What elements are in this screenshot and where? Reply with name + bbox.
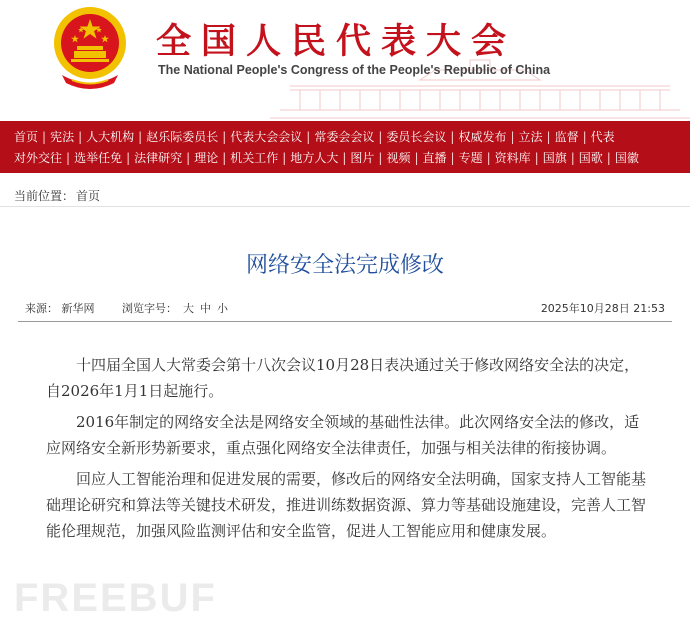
article-paragraph: 2016年制定的网络安全法是网络安全领域的基础性法律。此次网络安全法的修改，适应网络安全新形势新要求，重点强化网络安全法律责任，加强与相关法律的衔接协调。 bbox=[46, 413, 640, 457]
nav-item-local-npc[interactable]: 地方人大 bbox=[290, 151, 339, 165]
nav-separator: | bbox=[510, 130, 515, 144]
main-navigation bbox=[0, 121, 690, 173]
article-source: 来源： 新华网 bbox=[25, 302, 95, 315]
nav-item-national-flag[interactable]: 国旗 bbox=[542, 151, 567, 165]
font-size-large[interactable]: 大 bbox=[183, 302, 194, 315]
nav-separator: | bbox=[486, 151, 491, 165]
nav-separator: | bbox=[582, 130, 587, 144]
nav-item-legislation[interactable]: 立法 bbox=[518, 130, 543, 144]
nav-separator: | bbox=[450, 151, 455, 165]
site-header bbox=[0, 0, 690, 120]
nav-item-pictures[interactable]: 图片 bbox=[350, 151, 375, 165]
nav-item-theory[interactable]: 理论 bbox=[194, 151, 219, 165]
font-size-medium[interactable]: 中 bbox=[200, 302, 211, 315]
nav-item-home[interactable]: 首页 bbox=[14, 130, 39, 144]
nav-item-topics[interactable]: 专题 bbox=[458, 151, 483, 165]
article-title: 网络安全法完成修改 bbox=[245, 253, 444, 278]
nav-separator: | bbox=[378, 130, 383, 144]
nav-item-supervision[interactable]: 监督 bbox=[554, 130, 579, 144]
nav-item-deputies[interactable]: 代表 bbox=[590, 130, 615, 144]
breadcrumb bbox=[14, 187, 100, 204]
article-body bbox=[46, 352, 646, 549]
font-size-control bbox=[122, 302, 228, 315]
site-title-english: The National People's Congress of the People's Republic of China bbox=[158, 63, 551, 77]
nav-separator: | bbox=[606, 151, 611, 165]
nav-item-npc-organs[interactable]: 人大机构 bbox=[86, 130, 135, 144]
nav-item-foreign-affairs[interactable]: 对外交往 bbox=[14, 151, 63, 165]
nav-separator: | bbox=[546, 130, 551, 144]
nav-item-elections[interactable]: 选举任免 bbox=[74, 151, 123, 165]
nav-separator: | bbox=[570, 151, 575, 165]
nav-row-1 bbox=[14, 128, 615, 146]
nav-item-legal-research[interactable]: 法律研究 bbox=[134, 151, 183, 165]
nav-item-live[interactable]: 直播 bbox=[422, 151, 447, 165]
nav-item-chairmen-council[interactable]: 委员长会议 bbox=[386, 130, 447, 144]
nav-separator: | bbox=[222, 130, 227, 144]
nav-item-congress-session[interactable]: 代表大会会议 bbox=[230, 130, 303, 144]
article-paragraph: 十四届全国人大常委会第十八次会议10月28日表决通过关于修改网络安全法的决定，自2026年1月1日起施行。 bbox=[46, 356, 640, 400]
article-meta-divider bbox=[18, 321, 672, 322]
nav-separator: | bbox=[126, 151, 131, 165]
article-datetime: 2025年10月28日 21:53 bbox=[540, 302, 665, 315]
nav-separator: | bbox=[42, 130, 47, 144]
nav-separator: | bbox=[186, 151, 191, 165]
nav-item-database[interactable]: 资料库 bbox=[494, 151, 531, 165]
nav-separator: | bbox=[534, 151, 539, 165]
nav-item-official-release[interactable]: 权威发布 bbox=[458, 130, 507, 144]
nav-separator: | bbox=[138, 130, 143, 144]
nav-separator: | bbox=[78, 130, 83, 144]
national-emblem-icon bbox=[50, 3, 130, 91]
nav-row-2 bbox=[14, 149, 639, 167]
nav-item-constitution[interactable]: 宪法 bbox=[50, 130, 75, 144]
nav-item-national-anthem[interactable]: 国歌 bbox=[578, 151, 603, 165]
breadcrumb-label: 当前位置： bbox=[14, 189, 75, 203]
nav-item-national-emblem[interactable]: 国徽 bbox=[614, 151, 639, 165]
nav-separator: | bbox=[414, 151, 419, 165]
font-size-label: 浏览字号： bbox=[122, 302, 177, 315]
nav-separator: | bbox=[306, 130, 311, 144]
nav-item-video[interactable]: 视频 bbox=[386, 151, 411, 165]
article-paragraph: 回应人工智能治理和促进发展的需要，修改后的网络安全法明确，国家支持人工智能基础理论研究和算法等关键技术研发，推进训练数据资源、算力等基础设施建设，完善人工智能伦理规范，加强风险监测评估和安全监管，促进人工智能应用和健康发展。 bbox=[46, 470, 647, 540]
site-title-chinese: 全国人民代表大会 bbox=[156, 21, 517, 62]
nav-item-chairman[interactable]: 赵乐际委员长 bbox=[146, 130, 219, 144]
article-meta bbox=[25, 300, 665, 316]
nav-separator: | bbox=[450, 130, 455, 144]
nav-separator: | bbox=[378, 151, 383, 165]
nav-item-organ-work[interactable]: 机关工作 bbox=[230, 151, 279, 165]
breadcrumb-divider bbox=[0, 206, 690, 207]
breadcrumb-home-link[interactable]: 首页 bbox=[76, 189, 101, 203]
nav-separator: | bbox=[66, 151, 71, 165]
nav-separator: | bbox=[222, 151, 227, 165]
font-size-small[interactable]: 小 bbox=[217, 302, 228, 315]
nav-separator: | bbox=[282, 151, 287, 165]
nav-separator: | bbox=[342, 151, 347, 165]
watermark-logo: FREEBUF bbox=[14, 576, 217, 620]
nav-item-standing-committee[interactable]: 常委会会议 bbox=[314, 130, 375, 144]
